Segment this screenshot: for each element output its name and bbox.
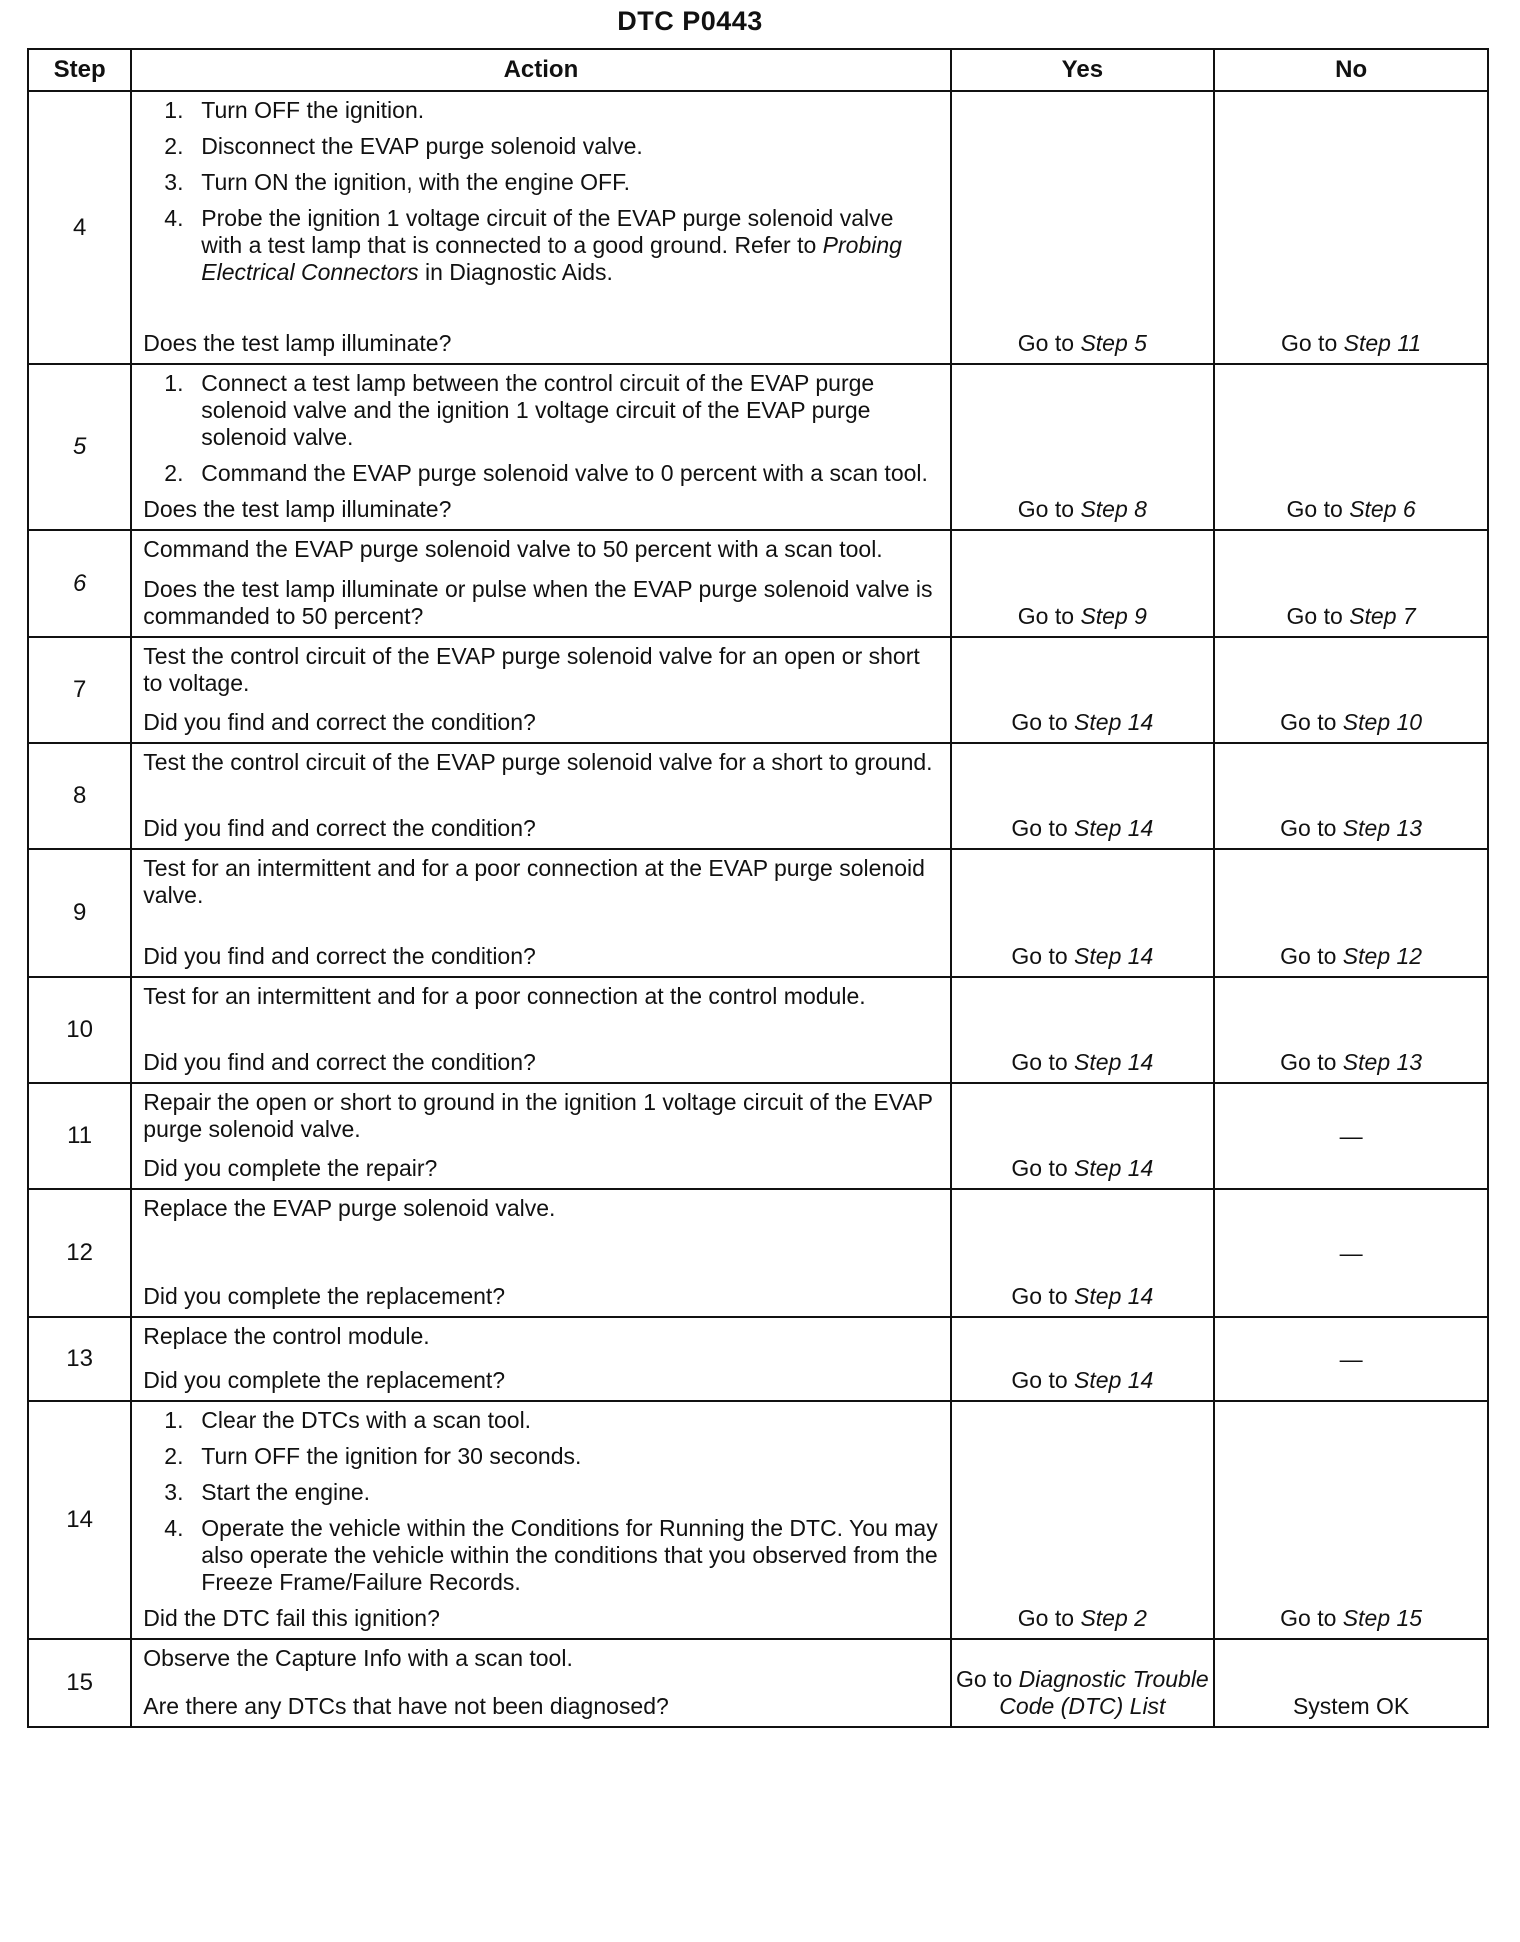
instruction-number: 2. <box>164 460 184 486</box>
step-number: 6 <box>28 530 131 637</box>
instruction-item <box>143 370 939 451</box>
instruction-text: Command the EVAP purge solenoid valve to 50 percent with a scan tool. <box>143 536 883 562</box>
instruction-item <box>143 1407 939 1434</box>
action-cell <box>131 1639 950 1727</box>
goto-target: Step 14 <box>1074 1283 1154 1309</box>
instruction-number: 4. <box>164 1515 184 1541</box>
question-text: Did you find and correct the condition? <box>143 815 536 841</box>
action-content <box>132 1318 949 1400</box>
header-step: Step <box>28 49 131 91</box>
goto-target: Step 14 <box>1074 709 1154 735</box>
instruction-text: Test for an intermittent and for a poor connection at the control module. <box>143 983 866 1009</box>
action-cell <box>131 1189 950 1317</box>
instruction-text: Turn ON the ignition, with the engine OFF. <box>201 169 630 195</box>
question-text: Does the test lamp illuminate or pulse when the EVAP purge solenoid valve is commanded to 50 percent? <box>143 576 933 629</box>
instruction-text: Repair the open or short to ground in the ignition 1 voltage circuit of the EVAP purge solenoid valve. <box>143 1089 933 1142</box>
goto-target: Step 7 <box>1349 603 1416 629</box>
instruction-text: Test for an intermittent and for a poor connection at the EVAP purge solenoid valve. <box>143 855 925 908</box>
goto-target: Step 13 <box>1342 1049 1423 1075</box>
yes-cell <box>951 637 1215 743</box>
goto-target: Step 14 <box>1074 1049 1154 1075</box>
table-row <box>28 849 1488 977</box>
action-body <box>143 536 939 569</box>
action-body <box>143 1407 939 1605</box>
instruction-list <box>143 97 939 286</box>
action-body <box>143 1195 939 1228</box>
action-body <box>143 97 939 295</box>
instruction-item <box>143 205 939 286</box>
action-content <box>132 1190 949 1316</box>
goto-prefix: Go to <box>1011 1049 1068 1075</box>
instruction-text: Test the control circuit of the EVAP purge solenoid valve for an open or short to voltage. <box>143 643 920 696</box>
goto-target: Step 12 <box>1342 943 1423 969</box>
goto-prefix: Go to <box>956 1666 1013 1692</box>
instruction-number: 4. <box>164 205 184 231</box>
goto-prefix: Go to <box>1286 603 1343 629</box>
step-number: 15 <box>28 1639 131 1727</box>
yes-cell <box>951 364 1215 530</box>
yes-cell <box>951 1317 1215 1401</box>
action-body <box>143 370 939 496</box>
step-number: 10 <box>28 977 131 1083</box>
no-cell <box>1214 977 1488 1083</box>
no-cell <box>1214 91 1488 364</box>
step-number: 14 <box>28 1401 131 1639</box>
goto-prefix: Go to <box>1017 330 1075 356</box>
instruction-number: 3. <box>164 1479 184 1505</box>
instruction-tail: in Diagnostic Aids. <box>424 259 613 285</box>
table-row <box>28 530 1488 637</box>
goto-target: Step 14 <box>1074 1155 1154 1181</box>
instruction-text: Turn OFF the ignition. <box>201 97 425 123</box>
no-cell <box>1214 849 1488 977</box>
goto-prefix: Go to <box>1280 943 1337 969</box>
goto-target: Step 15 <box>1342 1605 1423 1631</box>
yes-cell <box>951 91 1215 364</box>
table-row <box>28 743 1488 849</box>
step-number: 13 <box>28 1317 131 1401</box>
instruction-list <box>143 1407 939 1596</box>
table-row <box>28 1189 1488 1317</box>
instruction-text: Operate the vehicle within the Conditions for Running the DTC. You may also operate the vehicle within the conditions that you observed from the Freeze Frame/Failure Records. <box>201 1515 938 1595</box>
instruction-text: Clear the DTCs with a scan tool. <box>201 1407 532 1433</box>
goto-prefix: Go to <box>1011 1367 1068 1393</box>
action-cell <box>131 364 950 530</box>
yes-cell <box>951 849 1215 977</box>
no-cell-empty: — <box>1214 1189 1488 1317</box>
table-body <box>28 91 1488 1727</box>
question-text: Did you find and correct the condition? <box>143 1049 536 1075</box>
instruction-text: Start the engine. <box>201 1479 371 1505</box>
instruction-text: Test the control circuit of the EVAP purge solenoid valve for a short to ground. <box>143 749 933 775</box>
goto-target: Step 6 <box>1349 496 1416 522</box>
instruction-item <box>143 1479 939 1506</box>
table-row <box>28 1401 1488 1639</box>
step-number: 11 <box>28 1083 131 1189</box>
goto-prefix: Go to <box>1011 815 1068 841</box>
goto-prefix: Go to <box>1286 496 1343 522</box>
goto-target: Diagnostic Trouble Code (DTC) List <box>999 1666 1209 1719</box>
goto-prefix: Go to <box>1280 709 1337 735</box>
instruction-text: Replace the control module. <box>143 1323 430 1349</box>
instruction-list <box>143 370 939 487</box>
instruction-item <box>143 133 939 160</box>
step-number: 8 <box>28 743 131 849</box>
no-cell: System OK <box>1214 1639 1488 1727</box>
question-text: Does the test lamp illuminate? <box>143 330 452 356</box>
page-title: DTC P0443 <box>617 6 763 36</box>
dtc-table <box>27 48 1489 1728</box>
goto-target: Step 13 <box>1342 815 1423 841</box>
action-content <box>132 1402 949 1638</box>
action-content <box>132 638 949 742</box>
action-cell <box>131 530 950 637</box>
instruction-text: Command the EVAP purge solenoid valve to 0 percent with a scan tool. <box>201 460 928 486</box>
instruction-text: Probe the ignition 1 voltage circuit of the EVAP purge solenoid valve with a test lamp that is connected to a good ground. Refer to <box>201 205 894 258</box>
no-cell-empty: — <box>1214 1317 1488 1401</box>
goto-target: Step 11 <box>1343 330 1422 356</box>
action-body <box>143 643 939 703</box>
question-text: Are there any DTCs that have not been diagnosed? <box>143 1693 669 1719</box>
question-text: Did you complete the repair? <box>143 1155 438 1181</box>
goto-target: Step 14 <box>1074 1367 1154 1393</box>
goto-prefix: Go to <box>1011 1283 1068 1309</box>
yes-cell <box>951 1639 1215 1727</box>
table-row <box>28 1083 1488 1189</box>
table-row <box>28 1639 1488 1727</box>
action-cell <box>131 977 950 1083</box>
no-cell <box>1214 743 1488 849</box>
action-body <box>143 749 939 782</box>
goto-target: Step 8 <box>1080 496 1147 522</box>
action-cell <box>131 637 950 743</box>
instruction-item <box>143 460 939 487</box>
table-row <box>28 977 1488 1083</box>
question-text: Did the DTC fail this ignition? <box>143 1605 440 1631</box>
table-row <box>28 91 1488 364</box>
goto-prefix: Go to <box>1017 603 1075 629</box>
goto-prefix: Go to <box>1280 1605 1337 1631</box>
table-header-row <box>28 49 1488 91</box>
instruction-item <box>143 169 939 196</box>
action-cell <box>131 743 950 849</box>
action-content <box>132 92 949 363</box>
question-text: Did you complete the replacement? <box>143 1367 506 1393</box>
goto-prefix: Go to <box>1011 943 1068 969</box>
header-no: No <box>1214 49 1488 91</box>
instruction-item <box>143 97 939 124</box>
goto-prefix: Go to <box>1011 1155 1068 1181</box>
yes-cell <box>951 1401 1215 1639</box>
no-cell <box>1214 1401 1488 1639</box>
instruction-text: Disconnect the EVAP purge solenoid valve. <box>201 133 643 159</box>
action-content <box>132 1640 949 1726</box>
action-body <box>143 1645 939 1678</box>
instruction-text: Observe the Capture Info with a scan tool. <box>143 1645 573 1671</box>
action-content <box>132 978 949 1082</box>
no-cell <box>1214 530 1488 637</box>
action-body <box>143 983 939 1016</box>
action-content <box>132 531 949 636</box>
yes-cell <box>951 530 1215 637</box>
step-number: 12 <box>28 1189 131 1317</box>
action-cell <box>131 1317 950 1401</box>
instruction-item <box>143 1515 939 1596</box>
action-content <box>132 744 949 848</box>
question-text: Did you complete the replacement? <box>143 1283 506 1309</box>
action-body <box>143 1089 939 1149</box>
goto-target: Step 14 <box>1074 815 1154 841</box>
action-cell <box>131 849 950 977</box>
instruction-number: 1. <box>164 370 184 396</box>
question-text: Did you find and correct the condition? <box>143 709 536 735</box>
action-body <box>143 855 939 915</box>
instruction-number: 2. <box>164 1443 184 1469</box>
action-content <box>132 850 949 976</box>
goto-prefix: Go to <box>1280 330 1338 356</box>
no-cell <box>1214 637 1488 743</box>
action-content <box>132 365 949 529</box>
header-yes: Yes <box>951 49 1215 91</box>
no-cell-empty: — <box>1214 1083 1488 1189</box>
goto-prefix: Go to <box>1017 1605 1075 1631</box>
yes-cell <box>951 743 1215 849</box>
step-number: 7 <box>28 637 131 743</box>
goto-target: Step 2 <box>1080 1605 1147 1631</box>
question-text: Does the test lamp illuminate? <box>143 496 452 522</box>
step-number: 9 <box>28 849 131 977</box>
goto-prefix: Go to <box>1011 709 1068 735</box>
instruction-number: 3. <box>164 169 184 195</box>
goto-target: Step 10 <box>1342 709 1423 735</box>
action-body <box>143 1323 939 1356</box>
instruction-number: 1. <box>164 97 184 123</box>
goto-target: Step 9 <box>1080 603 1147 629</box>
yes-cell <box>951 977 1215 1083</box>
table-row <box>28 637 1488 743</box>
reference-link-text: Probing Electrical Connectors <box>201 232 902 285</box>
action-content <box>132 1084 949 1188</box>
instruction-text: Connect a test lamp between the control circuit of the EVAP purge solenoid valve and the ignition 1 voltage circuit of the EVAP purge solenoid valve. <box>201 370 875 450</box>
goto-prefix: Go to <box>1280 1049 1337 1075</box>
goto-target: Step 14 <box>1074 943 1154 969</box>
instruction-number: 2. <box>164 133 184 159</box>
no-cell <box>1214 364 1488 530</box>
step-number: 4 <box>28 91 131 364</box>
action-cell <box>131 91 950 364</box>
yes-cell <box>951 1083 1215 1189</box>
table-row <box>28 1317 1488 1401</box>
question-text: Did you find and correct the condition? <box>143 943 536 969</box>
header-action: Action <box>131 49 950 91</box>
goto-prefix: Go to <box>1280 815 1337 841</box>
yes-cell <box>951 1189 1215 1317</box>
table-row <box>28 364 1488 530</box>
instruction-item <box>143 1443 939 1470</box>
step-number: 5 <box>28 364 131 530</box>
action-cell <box>131 1083 950 1189</box>
goto-prefix: Go to <box>1017 496 1075 522</box>
instruction-number: 1. <box>164 1407 184 1433</box>
action-cell <box>131 1401 950 1639</box>
instruction-text: Replace the EVAP purge solenoid valve. <box>143 1195 556 1221</box>
instruction-text: Turn OFF the ignition for 30 seconds. <box>201 1443 582 1469</box>
goto-target: Step 5 <box>1080 330 1147 356</box>
